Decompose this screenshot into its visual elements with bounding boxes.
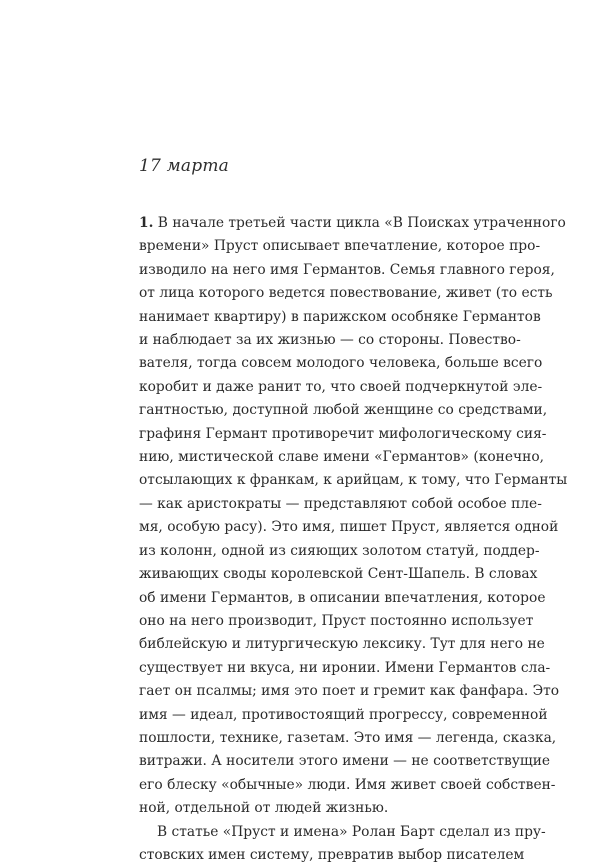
text-line: гантностью, доступной любой женщине со средствами, (139, 402, 548, 419)
text-line: ной, отдельной от людей жизнью. (139, 800, 389, 817)
text-line: отсылающих к франкам, к арийцам, к тому, что Германты (139, 472, 568, 489)
text-line: изводило на него имя Германтов. Семья главного героя, (139, 261, 555, 278)
chapter-heading: 17 марта (139, 156, 230, 176)
text-line: существует ни вкуса, ни иронии. Имени Германтов сла- (139, 659, 551, 676)
text-line: пошлости, технике, газетам. Это имя — легенда, сказка, (139, 729, 557, 746)
text-line: имя — идеал, противостоящий прогрессу, современной (139, 706, 548, 723)
text-line: из колонн, одной из сияющих золотом статуй, поддер- (139, 542, 540, 559)
text-line: вателя, тогда совсем молодого человека, больше всего (139, 355, 543, 372)
text-line: от лица которого ведется повествование, живет (то есть (139, 285, 553, 302)
text-line: — как аристократы — представляют собой особое пле- (139, 495, 542, 512)
text-line: коробит и даже ранит то, что своей подчеркнутой эле- (139, 378, 543, 395)
text-line: стовских имен систему, превратив выбор писателем (139, 846, 525, 863)
body-text (139, 212, 568, 867)
text-line: гает он псалмы; имя это поет и гремит как фанфара. Это (139, 683, 560, 700)
text-line: графиня Германт противоречит мифологическому сия- (139, 425, 547, 442)
text-line: времени» Пруст описывает впечатление, которое про- (139, 238, 541, 255)
text-line: об имени Германтов, в описании впечатления, которое (139, 589, 546, 606)
text-line: нанимает квартиру) в парижском особняке Германтов (139, 308, 541, 325)
text-line: оно на него производит, Пруст постоянно использует (139, 612, 534, 629)
text-line: его блеску «обычные» люди. Имя живет своей собствен- (139, 776, 556, 793)
text-line: и наблюдает за их жизнью — со стороны. Повество- (139, 332, 521, 349)
section-number: 1. (139, 215, 154, 231)
text-line: 1. В начале третьей части цикла «В Поисках утраченного (139, 215, 566, 231)
text-line: библейскую и литургическую лексику. Тут для него не (139, 636, 545, 653)
text-line: нию, мистической славе имени «Германтов» (конечно, (139, 449, 545, 466)
text-line: живающих своды королевской Сент-Шапель. В словах (139, 566, 538, 583)
text-line: В статье «Пруст и имена» Ролан Барт сделал из пру- (157, 823, 546, 840)
text-line: витражи. А носители этого имени — не соответствущие (139, 753, 551, 770)
text-line: мя, особую расу). Это имя, пишет Пруст, является одной (139, 519, 559, 536)
